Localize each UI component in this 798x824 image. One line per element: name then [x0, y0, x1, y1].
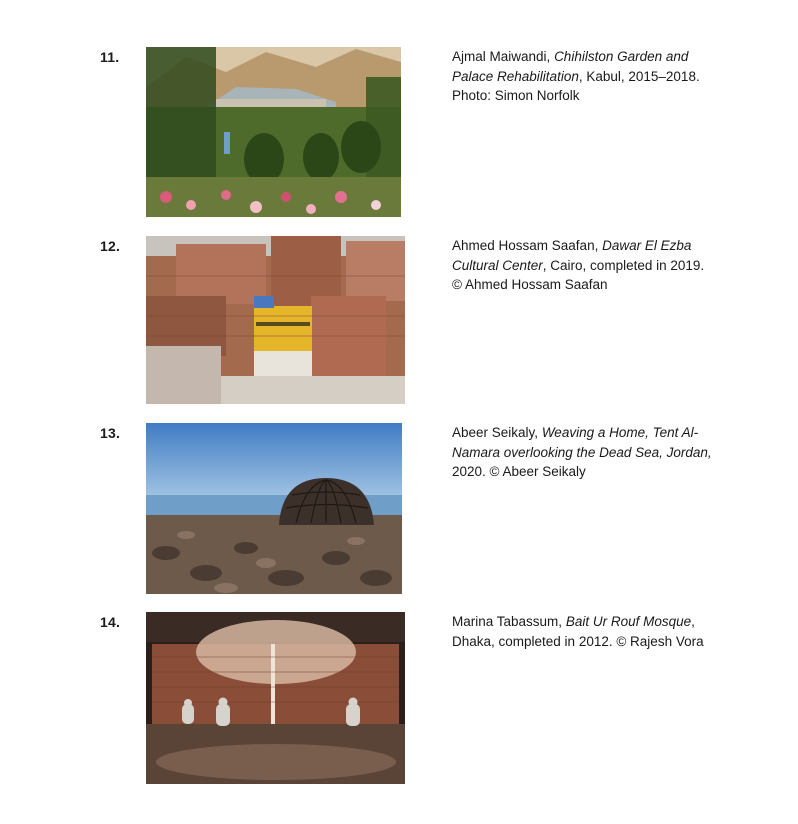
figure-caption: [452, 236, 712, 295]
caption-title: Weaving a Home, Tent Al-Namara overlooking the Dead Sea, Jordan,: [452, 425, 712, 460]
mosque-interior-photo: [146, 612, 405, 784]
tent-dead-sea-photo: [146, 423, 402, 594]
caption-details: 2020. © Abeer Seikaly: [452, 464, 586, 479]
garden-palace-photo: [146, 47, 401, 217]
caption-author: Abeer Seikaly,: [452, 425, 539, 440]
figure-number: 11.: [100, 49, 120, 65]
caption-author: Marina Tabassum,: [452, 614, 563, 629]
caption-details: , Dhaka, completed in 2012. © Rajesh Vora: [452, 614, 704, 649]
caption-title: Bait Ur Rouf Mosque: [565, 614, 692, 629]
caption-author: Ahmed Hossam Saafan,: [452, 238, 599, 253]
caption-title: Dawar El Ezba Cultural Center: [452, 238, 692, 273]
figure-caption: [452, 423, 712, 482]
figure-caption: [452, 612, 712, 651]
cairo-building-photo: [146, 236, 405, 404]
caption-author: Ajmal Maiwandi,: [452, 49, 551, 64]
caption-details: , Kabul, 2015–2018. Photo: Simon Norfolk: [452, 68, 700, 103]
figure-number: 13.: [100, 425, 121, 441]
figure-number: 14.: [100, 614, 121, 630]
caption-title: Chihilston Garden and Palace Rehabilitation: [452, 49, 689, 84]
figure-caption: [452, 47, 712, 106]
figure-number: 12.: [100, 238, 121, 254]
caption-details: , Cairo, completed in 2019. © Ahmed Hossam Saafan: [452, 257, 705, 292]
